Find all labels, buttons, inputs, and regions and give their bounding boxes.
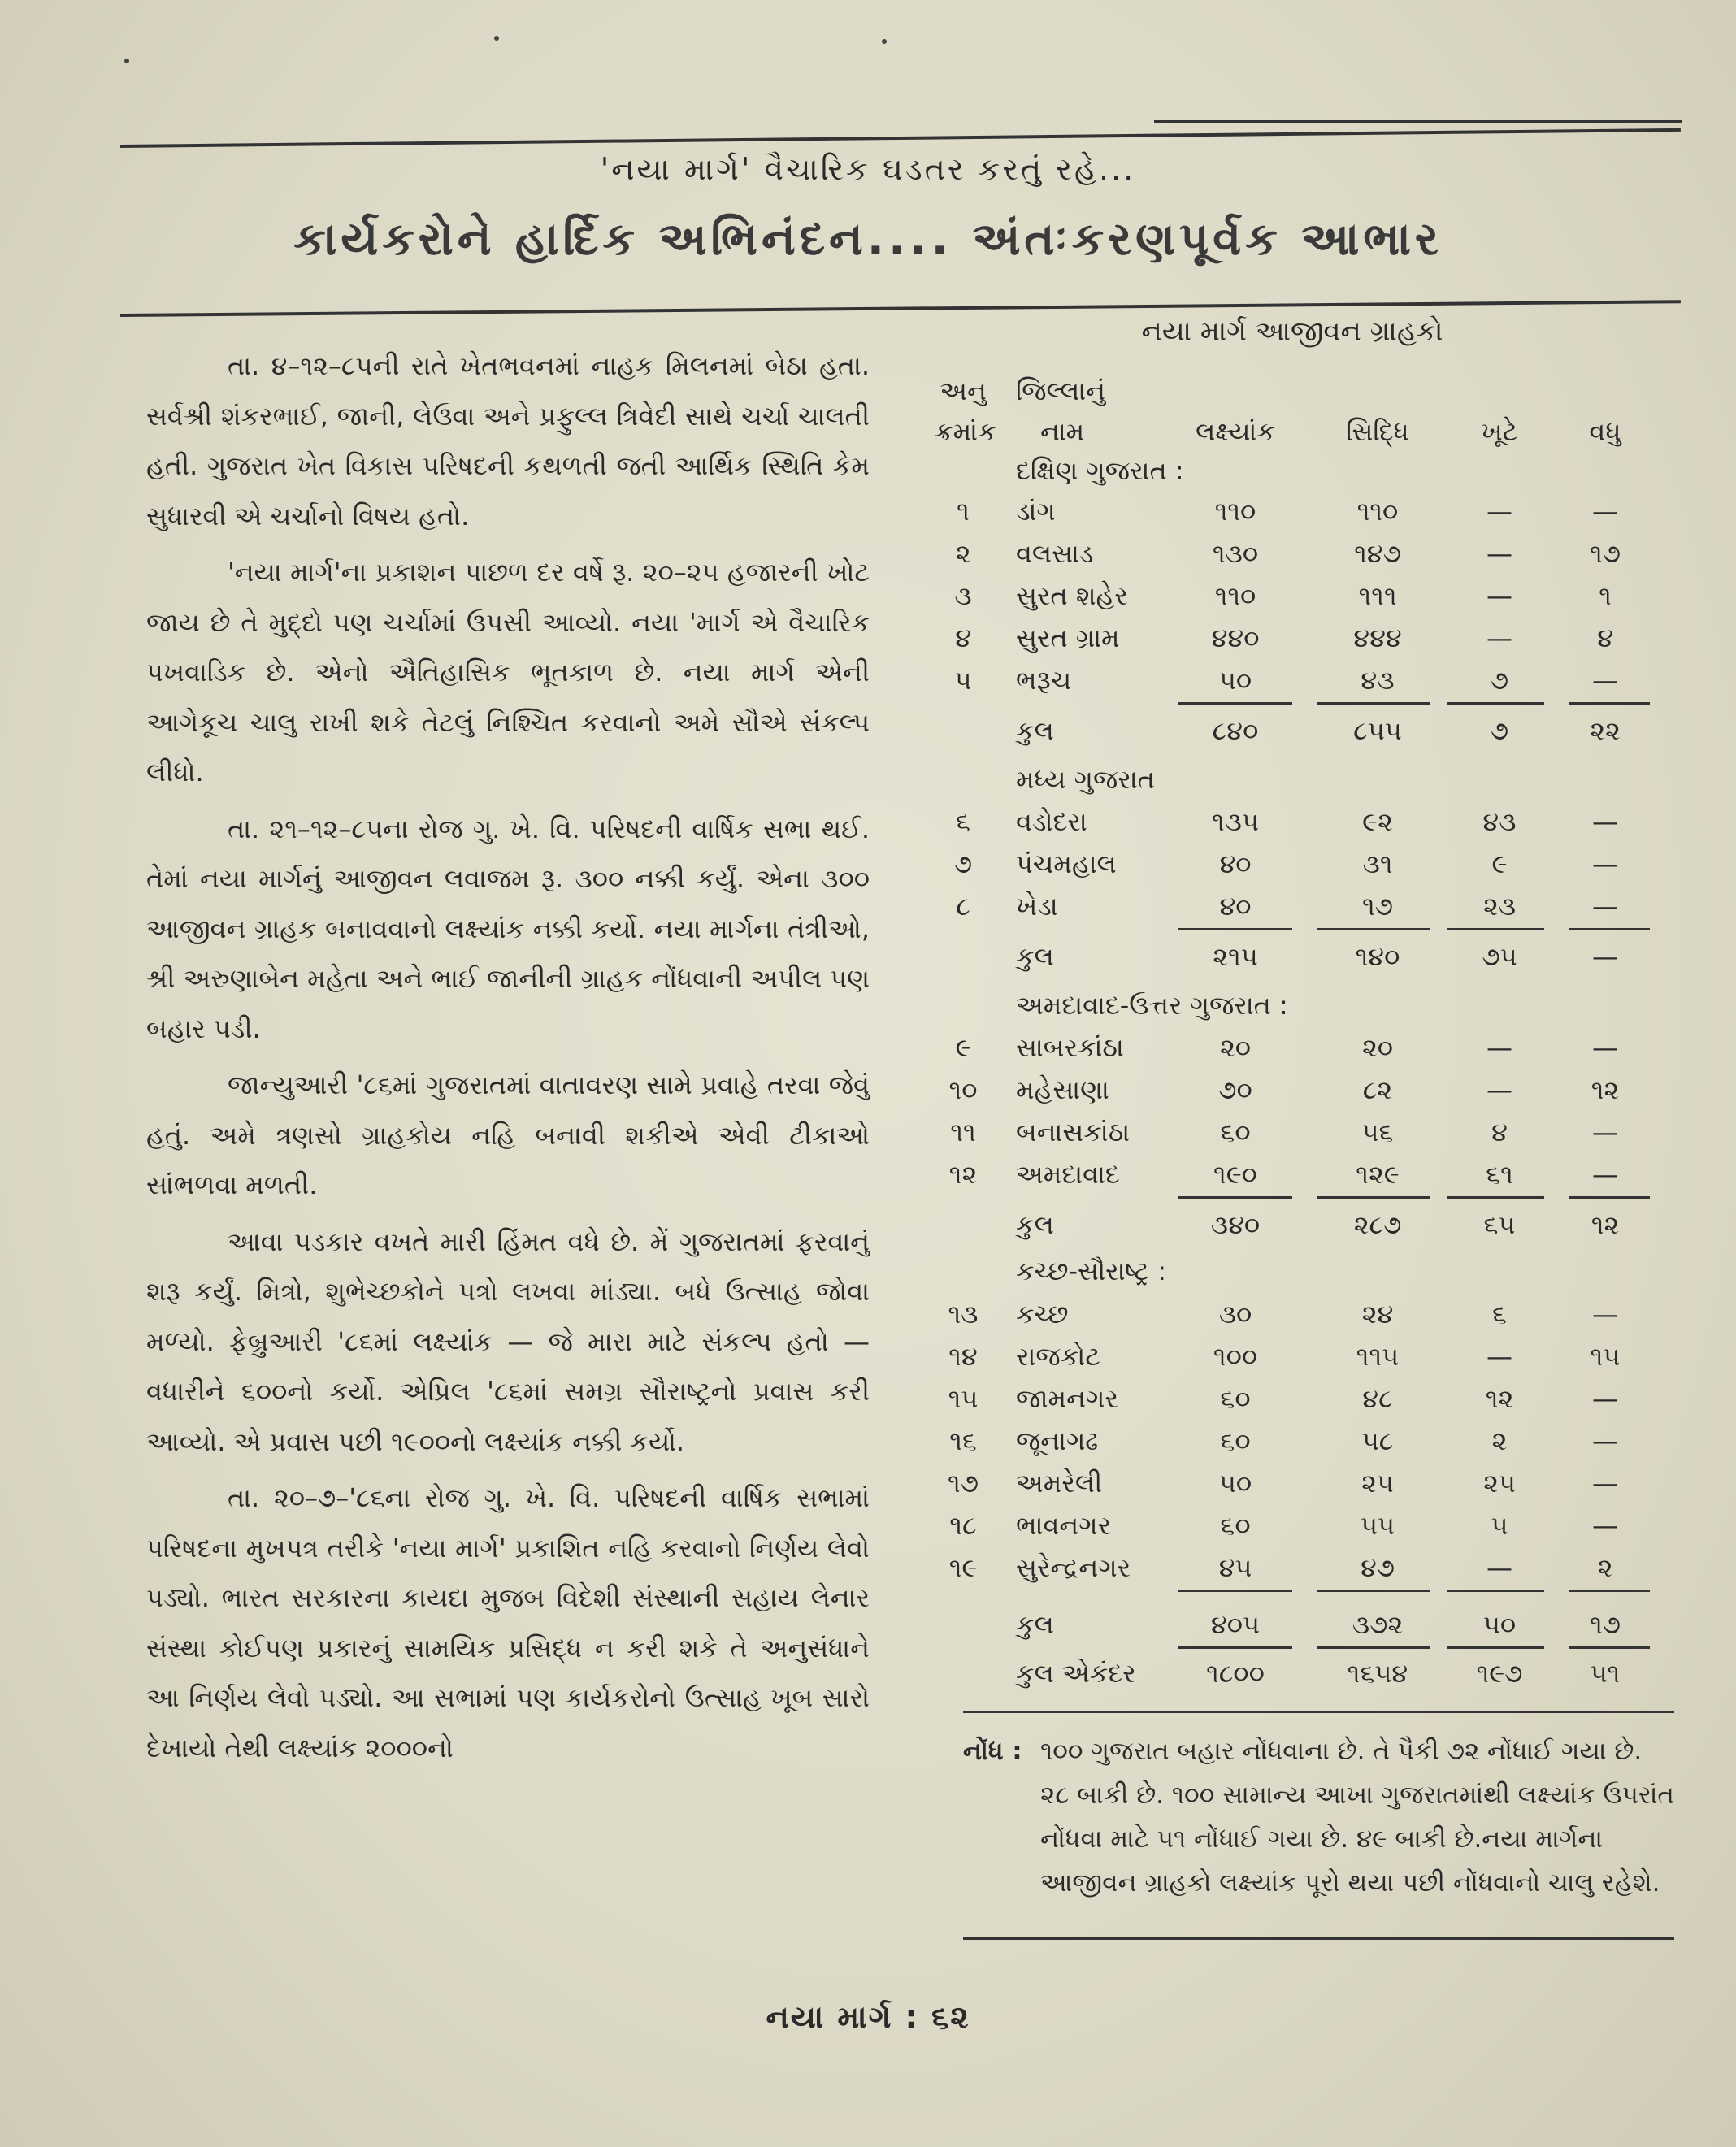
subtotal-rule — [1569, 702, 1650, 705]
district-name: કુલ — [1016, 1609, 1054, 1640]
short-value: ૭૫ — [1482, 941, 1517, 972]
district-name: જૂનાગઢ — [1016, 1425, 1099, 1456]
short-value: ૬૧ — [1486, 1159, 1513, 1190]
extra-value: — — [1592, 1117, 1618, 1147]
header-line-2: કાર્યકરોને હાર્દિક અભિનંદન.... અંતઃકરણપૂર્વક આભાર — [293, 213, 1443, 266]
target-value: ૪૫ — [1218, 1552, 1252, 1583]
achieved-value: ૯૨ — [1362, 806, 1393, 837]
top-rule-thin — [1154, 120, 1682, 123]
subtotal-rule — [1447, 702, 1544, 705]
row-number: ૧૩ — [948, 1299, 979, 1329]
table-row — [935, 848, 1650, 889]
table-header-row-1 — [935, 375, 1650, 416]
achieved-value: ૨૪ — [1361, 1299, 1394, 1329]
district-name: સાબરકાંઠા — [1016, 1032, 1124, 1063]
header-bottom-rule — [120, 300, 1681, 317]
achieved-value: ૧૧૧ — [1358, 580, 1397, 611]
achieved-value: ૧૭ — [1362, 891, 1393, 922]
achieved-value: ૮૨ — [1362, 1074, 1393, 1105]
table-row — [935, 1341, 1650, 1381]
short-value: ૬૫ — [1483, 1209, 1516, 1240]
row-number: ૧૨ — [948, 1159, 978, 1190]
district-name: ડાંગ — [1016, 496, 1056, 527]
target-value: ૪૦૫ — [1210, 1609, 1261, 1640]
article-column — [146, 341, 870, 1780]
table-header-row-2 — [935, 416, 1650, 457]
section-title-text: અમદાવાદ-ઉત્તર ગુજરાત : — [1016, 990, 1288, 1021]
table-row — [935, 1117, 1650, 1157]
section-title-text: કચ્છ-સૌરાષ્ટ્ર : — [1016, 1256, 1167, 1286]
extra-value: — — [1592, 848, 1618, 879]
table-row — [935, 891, 1650, 931]
district-name: વડોદરા — [1016, 806, 1087, 837]
achieved-value: ૨૮૭ — [1353, 1209, 1402, 1240]
target-value: ૧૦૦ — [1213, 1341, 1258, 1372]
target-value: ૧૮૦૦ — [1206, 1658, 1265, 1689]
target-value: ૭૦ — [1218, 1074, 1252, 1105]
table-total-row — [935, 715, 1650, 756]
subtotal-rule — [1317, 702, 1430, 705]
row-number: ૧ — [957, 496, 970, 527]
achieved-value: ૧૪૦ — [1355, 941, 1400, 972]
subtotal-rule — [1569, 928, 1650, 930]
short-value: ૪૩ — [1482, 806, 1517, 837]
target-value: ૨૦ — [1219, 1032, 1252, 1063]
achieved-value: ૪૪૪ — [1353, 622, 1402, 653]
subtotal-rule — [1569, 1196, 1650, 1199]
short-value: ૫ — [1491, 1510, 1508, 1541]
extra-value: — — [1592, 1032, 1618, 1063]
header-name: નામ — [1040, 416, 1085, 447]
table-total-row — [935, 941, 1650, 982]
table-row — [935, 1468, 1650, 1508]
subtotal-rule — [1569, 1590, 1650, 1592]
extra-value: — — [1592, 891, 1618, 922]
row-number: ૮ — [956, 891, 970, 922]
row-number: ૧૫ — [948, 1383, 979, 1414]
extra-value: — — [1592, 665, 1618, 696]
row-number: ૧૦ — [948, 1074, 978, 1105]
extra-value: ૪ — [1597, 622, 1613, 653]
achieved-value: ૪૩ — [1361, 665, 1395, 696]
speck — [494, 36, 499, 41]
table-total-row — [935, 1658, 1650, 1698]
target-value: ૩૪૦ — [1210, 1209, 1261, 1240]
short-value: ૯ — [1491, 848, 1508, 879]
subtotal-rule — [1447, 1590, 1544, 1592]
subtotal-rule — [1178, 928, 1292, 930]
target-value: ૪૪૦ — [1211, 622, 1260, 653]
subtotal-rule — [1317, 1196, 1430, 1199]
short-value: ૬ — [1492, 1299, 1507, 1329]
short-value: — — [1486, 1074, 1512, 1105]
subtotal-rule — [1178, 702, 1292, 705]
note-text: ૧૦૦ ગુજરાત બહાર નોંધવાના છે. તે પૈકી ૭૨ નોંધાઈ ગયા છે. ૨૮ બાકી છે. ૧૦૦ સામાન્ય આખા ગુજરાતમાંથી લક્ષ્યાંક ઉપરાંત નોંધવા માટે ૫૧ નોંધાઈ ગયા છે. ૪૯ બાકી છે.નયા માર્ગના આજીવન ગ્રાહકો લક્ષ્યાંક પૂરો થયા પછી નોંધવાનો ચાલુ રહેશે. — [1040, 1737, 1674, 1898]
extra-value: — — [1592, 941, 1618, 972]
header-line-1: 'નયા માર્ગ' વૈચારિક ઘડતર કરતું રહે... — [600, 151, 1136, 187]
row-number: ૧૧ — [950, 1117, 976, 1147]
district-name: મહેસાણા — [1016, 1074, 1109, 1105]
achieved-value: ૧૧૫ — [1356, 1341, 1400, 1372]
achieved-value: ૫૮ — [1361, 1425, 1394, 1456]
target-value: ૬૦ — [1220, 1510, 1251, 1541]
district-name: ખેડા — [1016, 891, 1058, 922]
subtotal-rule — [1447, 1196, 1544, 1199]
table-total-row — [935, 1609, 1650, 1650]
district-name: અમરેલી — [1016, 1468, 1103, 1499]
short-value: ૧૯૭ — [1476, 1658, 1523, 1689]
achieved-value: ૧૧૦ — [1356, 496, 1399, 527]
header-achieved: સિદ્ધિ — [1346, 416, 1409, 447]
target-value: ૧૩૦ — [1212, 538, 1259, 569]
extra-value: — — [1592, 806, 1618, 837]
target-value: ૩૦ — [1218, 1299, 1252, 1329]
row-number: ૧૭ — [948, 1468, 979, 1499]
district-name: કચ્છ — [1016, 1299, 1069, 1329]
achieved-value: ૩૧ — [1362, 848, 1393, 879]
row-number: ૧૪ — [948, 1341, 978, 1372]
target-value: ૧૯૦ — [1213, 1159, 1257, 1190]
table-title: નયા માર્ગ આજીવન ગ્રાહકો — [1141, 315, 1443, 348]
short-value: ૪ — [1491, 1117, 1508, 1147]
subtotal-rule — [1178, 1196, 1292, 1199]
row-number: ૧૯ — [948, 1552, 978, 1583]
section-title — [935, 990, 1650, 1030]
table-row — [935, 1032, 1650, 1073]
row-number: ૧૬ — [949, 1425, 977, 1456]
table-row — [935, 665, 1650, 705]
table-row — [935, 806, 1650, 847]
subtotal-rule — [1317, 928, 1430, 930]
target-value: ૬૦ — [1220, 1117, 1251, 1147]
short-value: ૭ — [1490, 715, 1509, 746]
target-value: ૫૦ — [1218, 1468, 1252, 1499]
note-bottom-rule — [963, 1937, 1674, 1940]
speck — [124, 59, 129, 63]
target-value: ૧૩૫ — [1211, 806, 1260, 837]
section-title — [935, 1256, 1650, 1296]
extra-value: ૧૭ — [1590, 1609, 1621, 1640]
article-paragraph: તા. ૪–૧૨–૮૫ની રાતે ખેતભવનમાં નાહક મિલનમાં બેઠા હતા. સર્વશ્રી શંકરભાઈ, જાની, લેઉવા અને પ્રફુલ્લ ત્રિવેદી સાથે ચર્ચા ચાલતી હતી. ગુજરાત ખેત વિકાસ પરિષદની કથળતી જતી આર્થિક સ્થિતિ કેમ સુધારવી એ ચર્ચાનો વિષય હતો. — [146, 350, 870, 531]
short-value: — — [1486, 1032, 1512, 1063]
short-value: — — [1486, 538, 1512, 569]
header-target: લક્ષ્યાંક — [1196, 416, 1275, 447]
district-name: કુલ — [1016, 715, 1054, 746]
row-number: ૯ — [955, 1032, 971, 1063]
extra-value: — — [1592, 1425, 1618, 1456]
short-value: — — [1486, 1552, 1512, 1583]
achieved-value: ૨૫ — [1361, 1468, 1394, 1499]
article-paragraph: તા. ૨૧–૧૨–૮૫ના રોજ ગુ. ખે. વિ. પરિષદની વાર્ષિક સભા થઈ. તેમાં નયા માર્ગનું આજીવન લવાજમ રૂ. ૩૦૦ નક્કી કર્યું. એના ૩૦૦ આજીવન ગ્રાહક બનાવવાનો લક્ષ્યાંક નક્કી કર્યો. નયા માર્ગના તંત્રીઓ, શ્રી અરુણાબેન મહેતા અને ભાઈ જાનીની ગ્રાહક નોંધવાની અપીલ પણ બહાર પડી. — [146, 813, 870, 1044]
article-paragraph: 'નયા માર્ગ'ના પ્રકાશન પાછળ દર વર્ષે રૂ. ૨૦–૨૫ હજારની ખોટ જાય છે તે મુદ્દો પણ ચર્ચામાં ઉપસી આવ્યો. નયા 'માર્ગ એ વૈચારિક પખવાડિક છે. એનો ઐતિહાસિક ભૂતકાળ છે. નયા માર્ગ એની આગેકૂચ ચાલુ રાખી શકે તેટલું નિશ્ચિત કરવાનો અમે સૌએ સંકલ્પ લીધો. — [146, 557, 870, 787]
row-number: ૩ — [954, 580, 972, 611]
extra-value: ૧૭ — [1590, 538, 1621, 569]
achieved-value: ૫૬ — [1361, 1117, 1394, 1147]
target-value: ૪૦ — [1219, 848, 1252, 879]
district-name: સુરત શહેર — [1016, 580, 1128, 611]
table-row — [935, 1383, 1650, 1424]
achieved-value: ૧૨૯ — [1356, 1159, 1400, 1190]
section-title — [935, 455, 1650, 496]
district-name: પંચમહાલ — [1016, 848, 1117, 879]
district-name: અમદાવાદ — [1016, 1159, 1120, 1190]
short-value: ૨ — [1491, 1425, 1508, 1456]
header-num: ક્રમાંક — [935, 416, 996, 447]
achieved-value: ૫૫ — [1360, 1510, 1395, 1541]
table-row — [935, 496, 1650, 536]
section-title — [935, 764, 1650, 805]
top-rule — [120, 128, 1681, 148]
extra-value: — — [1592, 1383, 1618, 1414]
table-row — [935, 1425, 1650, 1466]
header-num: અનુ — [940, 375, 987, 406]
header-name: જિલ્લાનું — [1016, 375, 1106, 406]
district-name: કુલ — [1016, 1209, 1054, 1240]
target-value: ૧૧૦ — [1214, 496, 1256, 527]
target-value: ૧૧૦ — [1214, 580, 1256, 611]
table-row — [935, 1074, 1650, 1115]
district-name: ભરૂચ — [1016, 665, 1072, 696]
row-number: ૭ — [953, 848, 973, 879]
short-value: ૨૩ — [1482, 891, 1517, 922]
table-row — [935, 1552, 1650, 1593]
extra-value: ૧૫ — [1590, 1341, 1621, 1372]
extra-value: — — [1592, 1159, 1618, 1190]
subtotal-rule — [1447, 1646, 1544, 1649]
section-title-text: મધ્ય ગુજરાત — [1016, 764, 1155, 795]
extra-value: — — [1592, 1299, 1618, 1329]
district-name: કુલ — [1016, 941, 1054, 972]
note-label: નોંધ : — [963, 1737, 1022, 1766]
section-title-text: દક્ષિણ ગુજરાત : — [1016, 455, 1184, 486]
short-value: ૭ — [1490, 665, 1509, 696]
row-number: ૨ — [955, 538, 971, 569]
short-value: — — [1486, 496, 1512, 527]
district-name: રાજકોટ — [1016, 1341, 1100, 1372]
achieved-value: ૩૭૨ — [1352, 1609, 1404, 1640]
district-name: બનાસકાંઠા — [1016, 1117, 1131, 1147]
extra-value: ૧૨ — [1591, 1209, 1620, 1240]
table-row — [935, 1159, 1650, 1199]
row-number: ૫ — [954, 665, 972, 696]
table-row — [935, 1299, 1650, 1339]
achieved-value: ૨૦ — [1361, 1032, 1394, 1063]
target-value: ૨૧૫ — [1213, 941, 1258, 972]
extra-value: — — [1592, 1468, 1618, 1499]
table-row — [935, 580, 1650, 621]
header-short: ખૂટે — [1481, 416, 1518, 447]
row-number: ૪ — [955, 622, 971, 653]
subtotal-rule — [1317, 1646, 1430, 1649]
district-name: જામનગર — [1016, 1383, 1118, 1414]
extra-value: ૨૨ — [1590, 715, 1621, 746]
extra-value: — — [1592, 496, 1618, 527]
subtotal-rule — [1569, 1646, 1650, 1649]
header-extra: વધુ — [1589, 416, 1621, 447]
achieved-value: ૧૬૫૪ — [1347, 1658, 1408, 1689]
extra-value: ૧ — [1599, 580, 1612, 611]
achieved-value: ૮૫૫ — [1353, 715, 1402, 746]
target-value: ૬૦ — [1220, 1383, 1251, 1414]
extra-value: ૧૨ — [1591, 1074, 1620, 1105]
target-value: ૮૪૦ — [1212, 715, 1259, 746]
district-name: સુરત ગ્રામ — [1016, 622, 1120, 653]
article-paragraph: જાન્યુઆરી '૮૬માં ગુજરાતમાં વાતાવરણ સામે પ્રવાહે તરવા જેવું હતું. અમે ત્રણસો ગ્રાહકોય નહિ બનાવી શકીએ એવી ટીકાઓ સાંભળવા મળતી. — [146, 1069, 870, 1200]
extra-value: — — [1592, 1510, 1618, 1541]
subtotal-rule — [1317, 1590, 1430, 1592]
target-value: ૪૦ — [1219, 891, 1252, 922]
district-name: સુરેન્દ્રનગર — [1016, 1552, 1131, 1583]
short-value: — — [1486, 1341, 1512, 1372]
achieved-value: ૪૭ — [1360, 1552, 1395, 1583]
extra-value: ૨ — [1597, 1552, 1613, 1583]
note-top-rule — [963, 1711, 1674, 1713]
achieved-value: ૪૮ — [1362, 1383, 1393, 1414]
district-name: ભાવનગર — [1016, 1510, 1112, 1541]
subtotal-rule — [1447, 928, 1544, 930]
table-row — [935, 1510, 1650, 1551]
short-value: ૧૨ — [1485, 1383, 1514, 1414]
target-value: ૬૦ — [1220, 1425, 1251, 1456]
subtotal-rule — [1178, 1590, 1292, 1592]
row-number: ૧૮ — [949, 1510, 977, 1541]
district-name: વલસાડ — [1016, 538, 1094, 569]
short-value: — — [1486, 622, 1512, 653]
article-paragraph: આવા પડકાર વખતે મારી હિંમત વધે છે. મેં ગુજરાતમાં ફરવાનું શરૂ કર્યું. મિત્રો, શુભેચ્છકોને પત્રો લખવા માંડ્યા. બધે ઉત્સાહ જોવા મળ્યો. ફેબ્રુઆરી '૮૬માં લક્ષ્યાંક — જે મારા માટે સંકલ્પ હતો — વધારીને ૬૦૦નો કર્યો. એપ્રિલ '૮૬માં સમગ્ર સૌરાષ્ટ્રનો પ્રવાસ કરી આવ્યો. એ પ્રવાસ પછી ૧૯૦૦નો લક્ષ્યાંક નક્કી કર્યો. — [146, 1225, 870, 1457]
table-total-row — [935, 1209, 1650, 1250]
article-paragraph: તા. ૨૦–૭–'૮૬ના રોજ ગુ. ખે. વિ. પરિષદની વાર્ષિક સભામાં પરિષદના મુખપત્ર તરીકે 'નયા માર્ગ' પ્રકાશિત નહિ કરવાનો નિર્ણય લેવો પડ્યો. ભારત સરકારના કાયદા મુજબ વિદેશી સંસ્થાની સહાય લેનાર સંસ્થા કોઈપણ પ્રકારનું સામયિક પ્રસિદ્ધ ન કરી શકે તે અનુસંધાને આ નિર્ણય લેવો પડ્યો. આ સભામાં પણ કાર્યકરોનો ઉત્સાહ ખૂબ સારો દેખાયો તેથી લક્ષ્યાંક ૨૦૦૦નો — [146, 1482, 870, 1763]
speck — [882, 39, 887, 44]
district-name: કુલ એકંદર — [1016, 1658, 1136, 1689]
short-value: ૫૦ — [1482, 1609, 1517, 1640]
table-row — [935, 622, 1650, 663]
target-value: ૫૦ — [1218, 665, 1252, 696]
short-value: ૨૫ — [1483, 1468, 1516, 1499]
short-value: — — [1486, 580, 1512, 611]
extra-value: ૫૧ — [1590, 1658, 1621, 1689]
subtotal-rule — [1178, 1646, 1292, 1649]
page-footer: નયા માર્ગ : ૬૨ — [766, 1999, 970, 2035]
table-row — [935, 538, 1650, 579]
achieved-value: ૧૪૭ — [1354, 538, 1401, 569]
row-number: ૬ — [956, 806, 970, 837]
